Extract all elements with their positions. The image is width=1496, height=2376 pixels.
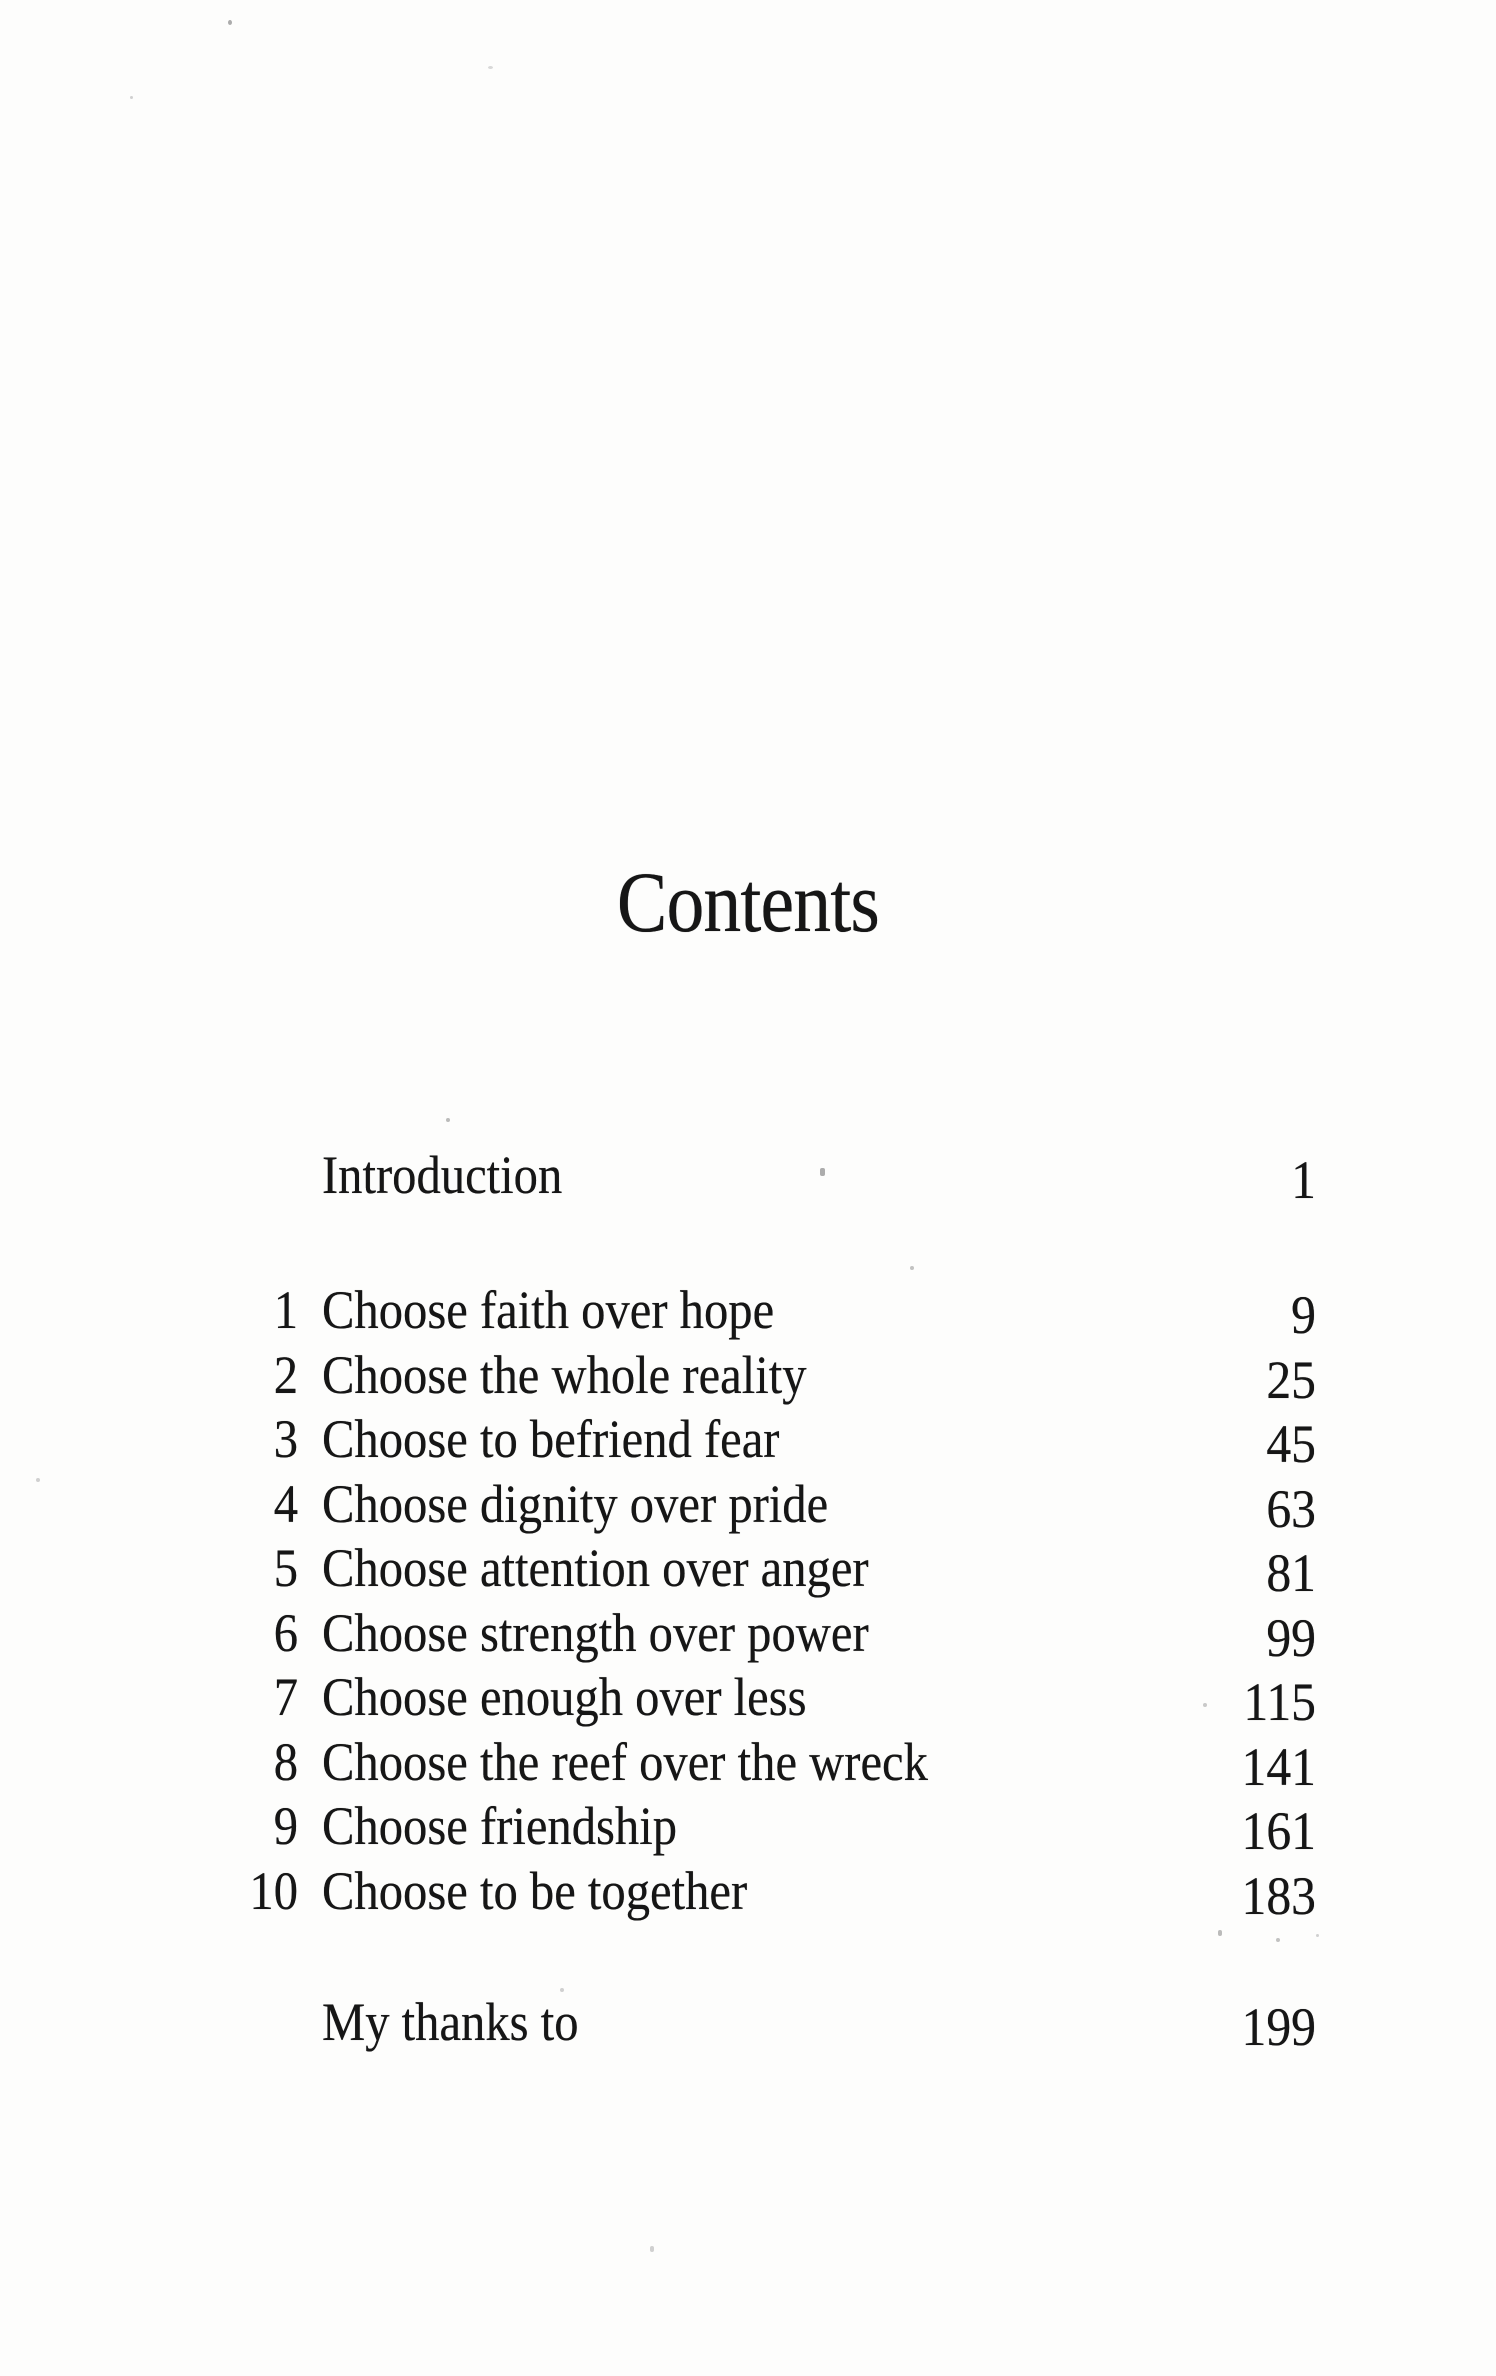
toc-row-chapter-9: [180, 1794, 1316, 1859]
chapter-title: Choose to be together: [322, 1860, 748, 1921]
toc-row-chapter-1: [180, 1278, 1316, 1343]
toc-row-chapter-3: [180, 1407, 1316, 1472]
toc-row-introduction: [180, 1143, 1316, 1208]
chapter-title: Choose the reef over the wreck: [322, 1731, 928, 1792]
toc-row-acknowledgements: [180, 1990, 1316, 2055]
chapter-number: 8: [273, 1731, 298, 1792]
chapter-number: 9: [273, 1796, 298, 1856]
scan-speck: [446, 1118, 450, 1122]
section-label: Introduction: [322, 1145, 563, 1205]
chapter-title: Choose enough over less: [322, 1667, 807, 1727]
scan-speck: [1218, 1930, 1222, 1936]
chapter-title: Choose to befriend fear: [322, 1409, 780, 1469]
scan-speck: [36, 1478, 40, 1482]
chapter-number: 3: [273, 1409, 298, 1469]
page-number: 25: [1266, 1349, 1316, 1410]
toc-row-chapter-4: [180, 1472, 1316, 1537]
scan-speck: [1276, 1938, 1280, 1942]
chapter-title: Choose friendship: [322, 1796, 678, 1856]
toc-row-chapter-2: [180, 1343, 1316, 1408]
toc-row-chapter-5: [180, 1536, 1316, 1601]
chapter-number: 4: [273, 1473, 298, 1534]
page-number: 161: [1241, 1801, 1316, 1861]
toc-row-chapter-6: [180, 1601, 1316, 1666]
section-label: My thanks to: [322, 1992, 579, 2052]
page-number: 81: [1266, 1543, 1316, 1603]
chapter-number: 10: [249, 1860, 298, 1921]
toc-row-chapter-8: [180, 1730, 1316, 1795]
chapter-title: Choose the whole reality: [322, 1344, 807, 1405]
page-number: 199: [1241, 1997, 1316, 2057]
page-number: 9: [1291, 1285, 1316, 1345]
chapter-title: Choose dignity over pride: [322, 1473, 829, 1534]
page-number: 45: [1266, 1414, 1316, 1474]
toc-row-chapter-7: [180, 1665, 1316, 1730]
scan-speck: [560, 1988, 564, 1992]
chapter-number: 7: [273, 1667, 298, 1727]
page-number: 63: [1266, 1478, 1316, 1539]
scan-speck: [910, 1266, 914, 1270]
page-number: 141: [1241, 1736, 1316, 1797]
toc-row-chapter-10: [180, 1859, 1316, 1924]
chapter-list: [180, 1278, 1316, 1926]
chapter-number: 2: [273, 1344, 298, 1405]
chapter-number: 6: [273, 1602, 298, 1663]
page-title: [0, 852, 1496, 952]
scan-speck: [650, 2246, 654, 2252]
chapter-number: 5: [273, 1538, 298, 1598]
chapter-title: Choose faith over hope: [322, 1280, 775, 1340]
scan-speck: [228, 20, 232, 25]
scan-speck: [1203, 1703, 1207, 1707]
scan-speck: [820, 1168, 825, 1176]
page-number: 1: [1291, 1150, 1316, 1210]
page-title-text: Contents: [616, 854, 880, 950]
chapter-number: 1: [273, 1280, 298, 1340]
scan-speck: [130, 96, 133, 99]
scan-speck: [1316, 1934, 1319, 1937]
scan-speck: [488, 66, 493, 69]
page-number: 99: [1266, 1607, 1316, 1668]
chapter-title: Choose strength over power: [322, 1602, 869, 1663]
chapter-title: Choose attention over anger: [322, 1538, 869, 1598]
page-number: 115: [1243, 1672, 1316, 1732]
page-number: 183: [1241, 1865, 1316, 1926]
